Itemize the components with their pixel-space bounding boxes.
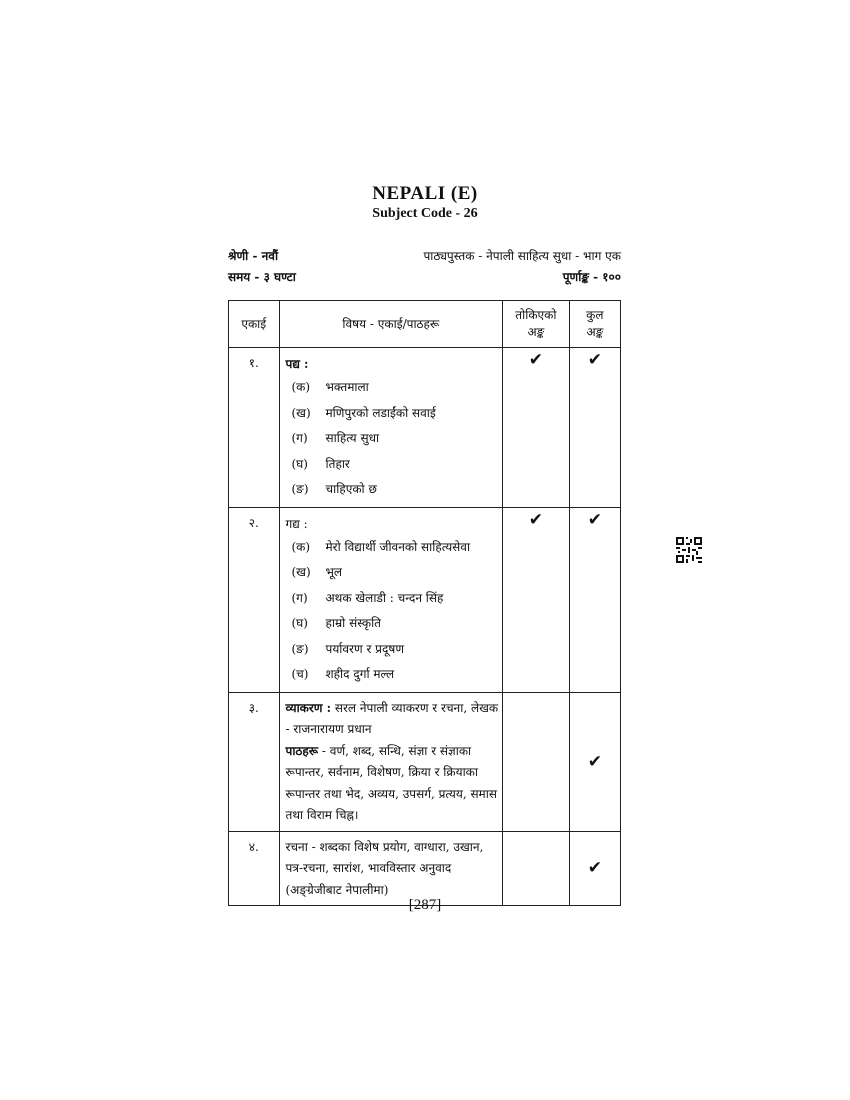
unit-number: ३. — [229, 692, 280, 831]
table-row — [229, 507, 621, 692]
class-label: श्रेणी - नवौं — [228, 249, 279, 263]
header-allotted-marks — [503, 301, 570, 348]
allotted-check: ✔ — [503, 507, 570, 692]
list-item: (क) मेरो विद्यार्थी जीवनको साहित्यसेवा — [291, 539, 471, 554]
qr-code-icon — [676, 537, 702, 563]
list-item: (घ) हाम्रो संस्कृति — [291, 616, 382, 630]
allotted-empty — [503, 831, 570, 906]
list-item: (ख) भूल — [291, 565, 343, 579]
subject-cell — [279, 692, 503, 831]
header-allotted-line1: तोकिएको — [515, 308, 557, 322]
textbook-label: पाठ्यपुस्तक - नेपाली साहित्य सुधा - भाग एक — [423, 249, 621, 263]
lessons-label: पाठहरू — [285, 743, 319, 758]
header-subject: विषय - एकाई/पाठहरू — [279, 301, 503, 348]
list-item: (ग) साहित्य सुधा — [291, 431, 380, 445]
subject-code: Subject Code - 26 — [372, 206, 478, 221]
lessons-text: - वर्ण, शब्द, सन्धि, संज्ञा र संज्ञाका रूपान्तर, सर्वनाम, विशेषण, क्रिया र क्रियाका रूपान्तर तथा भेद, अव्यय, उपसर्ग, प्रत्यय, समास तथा विराम चिह्न। — [285, 743, 497, 822]
unit-number: २. — [229, 507, 280, 692]
table-row — [229, 692, 621, 831]
list-item: (ङ) पर्यावरण र प्रदूषण — [291, 641, 404, 656]
time-label: समय - ३ घण्टा — [228, 270, 296, 284]
section-heading: गद्य : — [285, 516, 308, 531]
header-unit: एकाई — [229, 301, 280, 348]
list-item: (ङ) चाहिएको छ — [291, 482, 377, 496]
list-item: (क) भक्तमाला — [291, 380, 369, 394]
table-row — [229, 831, 621, 906]
list-item: (घ) तिहार — [291, 456, 350, 471]
full-marks-label: पूर्णाङ्क - १०० — [562, 270, 621, 284]
page-number: [287] — [408, 897, 442, 913]
total-check: ✔ — [569, 692, 620, 831]
allotted-check: ✔ — [503, 348, 570, 508]
syllabus-table — [228, 300, 621, 906]
total-check: ✔ — [569, 831, 620, 906]
header-total-marks — [569, 301, 620, 348]
total-check: ✔ — [569, 507, 620, 692]
subject-cell — [279, 348, 503, 508]
table-row — [229, 348, 621, 508]
list-item: (च) शहीद दुर्गा मल्ल — [291, 667, 395, 681]
header-total-line2: अङ्क — [586, 325, 604, 339]
allotted-empty — [503, 692, 570, 831]
total-check: ✔ — [569, 348, 620, 508]
subject-cell — [279, 507, 503, 692]
header-total-line1: कुल — [586, 308, 604, 322]
list-item: (ख) मणिपुरको लडाईंको सवाई — [291, 405, 436, 420]
document-title: NEPALI (E) — [372, 183, 478, 204]
unit-number: ४. — [229, 831, 280, 906]
grammar-label: व्याकरण : — [285, 700, 332, 715]
list-item: (ग) अथक खेलाडी : चन्दन सिंह — [291, 590, 444, 605]
grammar-text: सरल नेपाली व्याकरण र रचना, लेखक - राजनारायण प्रधान — [285, 700, 499, 736]
header-allotted-line2: अङ्क — [527, 325, 545, 339]
section-heading: पद्य : — [285, 357, 309, 371]
subject-cell: रचना - शब्दका विशेष प्रयोग, वाग्धारा, उखान, पत्र-रचना, सारांश, भावविस्तार अनुवाद (अङ्ग्रेजीबाट नेपालीमा) — [279, 831, 503, 906]
table-header-row — [229, 301, 621, 348]
unit-number: १. — [229, 348, 280, 508]
